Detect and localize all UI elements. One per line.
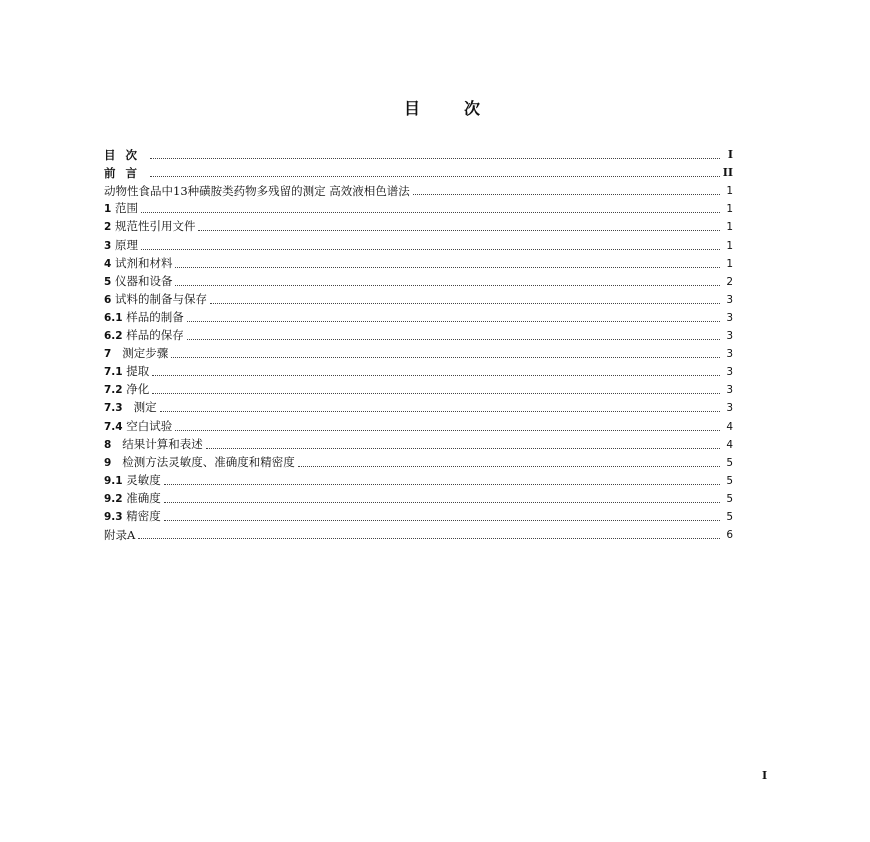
toc-dot-leader (150, 175, 720, 177)
toc-entry-text: 原理 (111, 237, 138, 252)
table-of-contents (104, 144, 733, 542)
toc-entry[interactable] (104, 415, 733, 433)
toc-entry-text: 目次 (104, 148, 147, 163)
toc-entry-text: 精密度 (122, 508, 161, 523)
toc-entry-text: 灵敏度 (122, 472, 161, 487)
toc-entry-text: 净化 (122, 382, 150, 397)
toc-dot-leader (175, 429, 720, 431)
toc-entry-number: 9 (104, 456, 112, 469)
toc-entry-number: 3 (104, 239, 112, 252)
toc-page-number: 1 (726, 257, 733, 270)
toc-dot-leader (198, 229, 720, 231)
toc-entry[interactable] (104, 434, 733, 452)
toc-page-number: 5 (726, 474, 733, 487)
toc-page-number: 5 (726, 456, 733, 469)
toc-entry[interactable] (104, 397, 733, 415)
toc-dot-leader (138, 537, 720, 539)
toc-page-number: II (722, 166, 733, 180)
toc-entry[interactable] (104, 234, 733, 252)
toc-entry-text: 结果计算和表述 (111, 436, 203, 451)
toc-entry-label (104, 238, 138, 253)
toc-entry-number: 7 (104, 348, 112, 361)
toc-entry-text: 规范性引用文件 (111, 219, 196, 234)
toc-page-number: 5 (726, 510, 733, 523)
toc-page-number: 3 (726, 330, 733, 343)
toc-page-number: 3 (726, 384, 733, 397)
toc-entry[interactable] (104, 524, 733, 542)
toc-entry[interactable] (104, 325, 733, 343)
toc-entry[interactable] (104, 307, 733, 325)
toc-entry-number: 2 (104, 221, 112, 234)
toc-dot-leader (152, 374, 720, 376)
toc-dot-leader (187, 338, 720, 340)
toc-entry-label (104, 382, 149, 397)
toc-entry-number: 6.1 (104, 311, 123, 324)
toc-dot-leader (298, 465, 720, 467)
toc-entry-label (104, 274, 172, 289)
toc-entry[interactable] (104, 271, 733, 289)
toc-entry-number: 7.1 (104, 366, 123, 379)
toc-entry-label (104, 491, 161, 506)
toc-entry-label (104, 184, 410, 198)
toc-dot-leader (175, 284, 720, 286)
toc-entry-text: 检测方法灵敏度、准确度和精密度 (111, 454, 295, 469)
toc-page-number: I (727, 148, 733, 162)
toc-entry-label (104, 455, 295, 470)
toc-entry-number: 7.3 (104, 402, 123, 415)
toc-entry-number: 9.2 (104, 492, 123, 505)
toc-dot-leader (150, 157, 720, 159)
toc-entry[interactable] (104, 452, 733, 470)
toc-entry[interactable] (104, 488, 733, 506)
toc-page-number: 3 (726, 348, 733, 361)
toc-entry-number: 5 (104, 275, 112, 288)
toc-entry-text: 测定 (122, 400, 157, 415)
toc-entry-text: 仪器和设备 (111, 273, 173, 288)
toc-entry-number: 7.2 (104, 384, 123, 397)
toc-entry-text: 样品的保存 (122, 328, 184, 343)
toc-entry[interactable] (104, 198, 733, 216)
toc-dot-leader (175, 266, 720, 268)
toc-entry[interactable] (104, 253, 733, 271)
toc-entry-text: 提取 (122, 364, 150, 379)
toc-entry[interactable] (104, 162, 733, 180)
toc-dot-leader (210, 302, 720, 304)
toc-dot-leader (413, 193, 720, 195)
toc-entry-label (104, 473, 161, 488)
toc-page-number: 1 (726, 221, 733, 234)
toc-entry-label (104, 292, 207, 307)
toc-dot-leader (141, 211, 720, 213)
toc-entry[interactable] (104, 216, 733, 234)
toc-entry-label (104, 509, 161, 524)
toc-entry-text: 动物性食品中13种磺胺类药物多残留的测定 高效液相色谱法 (104, 184, 410, 199)
toc-entry-label (104, 148, 147, 162)
toc-entry-label (104, 364, 149, 379)
toc-page-number: 3 (726, 402, 733, 415)
toc-dot-leader (141, 248, 720, 250)
toc-entry[interactable] (104, 379, 733, 397)
toc-entry-number: 9.1 (104, 474, 123, 487)
toc-entry-label (104, 437, 203, 452)
toc-entry-text: 试料的制备与保存 (111, 291, 207, 306)
toc-page-number: 3 (726, 366, 733, 379)
page-title: 目 次 (403, 99, 494, 118)
toc-entry-text: 前言 (104, 166, 147, 181)
toc-entry-number: 6.2 (104, 330, 123, 343)
toc-entry-label (104, 201, 138, 216)
toc-entry-label (104, 400, 157, 415)
toc-page-number: 2 (726, 275, 733, 288)
toc-entry-number: 6 (104, 293, 112, 306)
toc-entry-number: 4 (104, 257, 112, 270)
toc-page-number: 1 (726, 185, 733, 198)
toc-page-number: 4 (726, 438, 733, 451)
toc-dot-leader (171, 356, 720, 358)
toc-dot-leader (164, 501, 720, 503)
toc-entry-text: 试剂和材料 (111, 255, 173, 270)
toc-dot-leader (164, 483, 720, 485)
toc-entry-number: 9.3 (104, 510, 123, 523)
toc-entry-number: 1 (104, 203, 112, 216)
toc-dot-leader (160, 410, 720, 412)
toc-page-number: 3 (726, 293, 733, 306)
toc-entry-label (104, 310, 184, 325)
toc-entry-label (104, 166, 147, 180)
toc-entry-label (104, 219, 195, 234)
toc-entry-number: 8 (104, 438, 112, 451)
toc-page-number: 5 (726, 492, 733, 505)
toc-entry-label (104, 256, 172, 271)
toc-entry-label (104, 528, 135, 542)
toc-entry-text: 测定步骤 (111, 346, 169, 361)
toc-page-number: 1 (726, 203, 733, 216)
toc-entry[interactable] (104, 180, 733, 198)
toc-entry-label (104, 346, 168, 361)
toc-entry-text: 附录A (104, 528, 136, 543)
toc-dot-leader (152, 392, 720, 394)
toc-entry[interactable] (104, 289, 733, 307)
toc-entry-text: 范围 (111, 201, 138, 216)
toc-entry[interactable] (104, 361, 733, 379)
toc-entry-label (104, 328, 184, 343)
toc-entry[interactable] (104, 506, 733, 524)
toc-entry[interactable] (104, 343, 733, 361)
page-number: I (762, 769, 768, 782)
toc-entry-number: 7.4 (104, 420, 123, 433)
toc-dot-leader (187, 320, 720, 322)
toc-page-number: 6 (726, 529, 733, 542)
toc-entry-text: 准确度 (122, 490, 161, 505)
toc-page-number: 1 (726, 239, 733, 252)
toc-dot-leader (206, 447, 720, 449)
toc-dot-leader (164, 519, 720, 521)
toc-entry[interactable] (104, 144, 733, 162)
toc-entry-text: 空白试验 (122, 418, 173, 433)
toc-entry-label (104, 419, 172, 434)
toc-page-number: 4 (726, 420, 733, 433)
toc-entry[interactable] (104, 470, 733, 488)
toc-page-number: 3 (726, 311, 733, 324)
toc-entry-text: 样品的制备 (122, 309, 184, 324)
